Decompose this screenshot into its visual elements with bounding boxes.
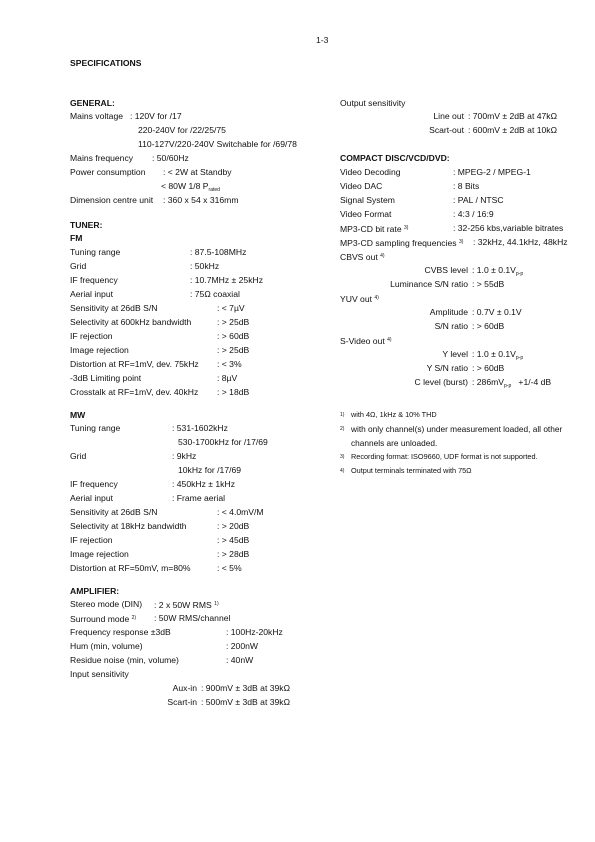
power-value-1: : < 2W at Standby xyxy=(163,167,232,177)
fm-row-label: Aerial input xyxy=(70,289,113,299)
mw-row-label: Image rejection xyxy=(70,549,129,559)
y-sn-label: Y S/N ratio xyxy=(426,363,468,373)
fm-row-value: : 87.5-108MHz xyxy=(190,247,247,257)
footnote-mark: 4) xyxy=(340,468,345,474)
mains-voltage-value-2: 220-240V for /22/25/75 xyxy=(138,125,226,135)
cd-row-value: : PAL / NTSC xyxy=(453,195,504,205)
mains-frequency-value: : 50/60Hz xyxy=(152,153,189,163)
dimension-label: Dimension centre unit xyxy=(70,195,154,205)
output-sensitivity-heading: Output sensitivity xyxy=(340,98,406,108)
cvbs-level-label: CVBS level xyxy=(424,265,468,275)
general-heading: GENERAL: xyxy=(70,98,115,108)
mw-row-label: Selectivity at 18kHz bandwidth xyxy=(70,521,187,531)
line-out-value: : 700mV ± 2dB at 47kΩ xyxy=(468,111,558,121)
fm-row-label: Image rejection xyxy=(70,345,129,355)
cd-row-label: Signal System xyxy=(340,195,395,205)
mw-grid-value-2: 10kHz for /17/69 xyxy=(178,465,242,475)
mains-voltage-value-1: : 120V for /17 xyxy=(130,111,182,121)
fm-row-label: Selectivity at 600kHz bandwidth xyxy=(70,317,192,327)
fm-row-label: Distortion at RF=1mV, dev. 75kHz xyxy=(70,359,199,369)
stereo-value: : 2 x 50W RMS $^{1)}$ xyxy=(154,600,219,610)
luminance-sn-label: Luminance S/N ratio xyxy=(390,279,468,289)
mw-row-value: : < 5% xyxy=(217,563,242,573)
mp3-bitrate-label: MP3-CD bit rate $^{3)}$ xyxy=(340,224,409,234)
amplitude-value: : 0.7V ± 0.1V xyxy=(472,307,522,317)
mp3-sampling-label: MP3-CD sampling frequencies $^{3)}$ xyxy=(340,238,464,248)
mw-tuning-value-1: : 531-1602kHz xyxy=(172,423,228,433)
freq-response-label: Frequency response ±3dB xyxy=(70,627,171,637)
fm-row-label: IF rejection xyxy=(70,331,113,341)
footnote-text: channels are unloaded. xyxy=(351,438,438,448)
fm-heading: FM xyxy=(70,233,83,243)
mw-grid-label: Grid xyxy=(70,451,87,461)
fm-row-label: -3dB Limiting point xyxy=(70,373,142,383)
cd-heading: COMPACT DISC/VCD/DVD: xyxy=(340,153,450,163)
svideo-heading: S-Video out $^{4)}$ xyxy=(340,336,392,346)
scart-out-value: : 600mV ± 2dB at 10kΩ xyxy=(468,125,558,135)
scart-out-label: Scart-out xyxy=(429,125,464,135)
cd-row-value: : 4:3 / 16:9 xyxy=(453,209,494,219)
mw-if-label: IF frequency xyxy=(70,479,118,489)
mw-tuning-label: Tuning range xyxy=(70,423,121,433)
cvbs-level-value: : $1.0 \pm 0.1V_{p-p}$ xyxy=(472,265,524,277)
mw-aerial-label: Aerial input xyxy=(70,493,113,503)
mw-row-label: Distortion at RF=50mV, m=80% xyxy=(70,563,191,573)
mw-if-value: : 450kHz ± 1kHz xyxy=(172,479,235,489)
mw-heading: MW xyxy=(70,410,86,420)
fm-row-value: : 75Ω coaxial xyxy=(190,289,240,299)
y-level-label: Y level xyxy=(442,349,468,359)
scart-in-label: Scart-in xyxy=(167,697,197,707)
residue-label: Residue noise (min, volume) xyxy=(70,655,179,665)
input-sensitivity-label: Input sensitivity xyxy=(70,669,129,679)
fm-row-label: Sensitivity at 26dB S/N xyxy=(70,303,158,313)
power-label: Power consumption xyxy=(70,167,146,177)
fm-row-label: Crosstalk at RF=1mV, dev. 40kHz xyxy=(70,387,199,397)
yuv-sn-value: : > 60dB xyxy=(472,321,505,331)
hum-label: Hum (min, volume) xyxy=(70,641,143,651)
residue-value: : 40nW xyxy=(226,655,254,665)
surround-value: : 50W RMS/channel xyxy=(154,613,231,623)
y-sn-value: : > 60dB xyxy=(472,363,505,373)
footnote-text: with 4Ω, 1kHz & 10% THD xyxy=(351,410,437,419)
mw-aerial-value: : Frame aerial xyxy=(172,493,226,503)
mw-row-label: Sensitivity at 26dB S/N xyxy=(70,507,158,517)
mw-grid-value-1: : 9kHz xyxy=(172,451,197,461)
fm-row-value: : > 18dB xyxy=(217,387,250,397)
cd-row-label: Video Decoding xyxy=(340,167,401,177)
mp3-sampling-value: : 32kHz, 44.1kHz, 48kHz xyxy=(473,237,568,247)
mw-tuning-value-2: 530-1700kHz for /17/69 xyxy=(178,437,268,447)
tuner-heading: TUNER: xyxy=(70,220,103,230)
cd-row-value: : 8 Bits xyxy=(453,181,480,191)
footnote-mark: 1) xyxy=(340,412,345,418)
fm-row-value: : > 60dB xyxy=(217,331,250,341)
cd-row-label: Video DAC xyxy=(340,181,383,191)
mw-row-value: : > 45dB xyxy=(217,535,250,545)
aux-in-value: : 900mV ± 3dB at 39kΩ xyxy=(201,683,291,693)
fm-row-value: : 50kHz xyxy=(190,261,220,271)
cvbs-heading: CBVS out $^{4)}$ xyxy=(340,252,385,262)
yuv-heading: YUV out $^{4)}$ xyxy=(340,294,379,304)
line-out-label: Line out xyxy=(433,111,464,121)
mw-row-value: : > 20dB xyxy=(217,521,250,531)
surround-label: Surround mode $^{2)}$ xyxy=(70,614,137,624)
amplitude-label: Amplitude xyxy=(429,307,468,317)
luminance-sn-value: : > 55dB xyxy=(472,279,505,289)
stereo-label: Stereo mode (DIN) xyxy=(70,599,143,609)
fm-row-value: : 10.7MHz ± 25kHz xyxy=(190,275,264,285)
y-level-value: : $1.0 \pm 0.1V_{p-p}$ xyxy=(472,349,524,361)
fm-row-label: IF frequency xyxy=(70,275,118,285)
dimension-value: : 360 x 54 x 316mm xyxy=(163,195,239,205)
c-level-value: : $286mV_{p-p}$ +1/-4 dB xyxy=(472,377,552,389)
fm-row-value: : < 7µV xyxy=(217,303,245,313)
power-value-2: < 80W 1/8 $P_{rated}$ xyxy=(161,181,220,193)
mw-row-value: : < 4.0mV/M xyxy=(217,507,264,517)
amplifier-heading: AMPLIFIER: xyxy=(70,586,120,596)
cd-row-label: Video Format xyxy=(340,209,392,219)
fm-row-label: Tuning range xyxy=(70,247,121,257)
fm-row-value: : > 25dB xyxy=(217,345,250,355)
aux-in-label: Aux-in xyxy=(172,683,197,693)
mains-frequency-label: Mains frequency xyxy=(70,153,134,163)
footnote-text: Output terminals terminated with 75Ω xyxy=(351,466,472,475)
mains-voltage-value-3: 110-127V/220-240V Switchable for /69/78 xyxy=(138,139,297,149)
freq-response-value: : 100Hz-20kHz xyxy=(226,627,283,637)
mw-row-value: : > 28dB xyxy=(217,549,250,559)
footnote-mark: 2) xyxy=(340,426,345,432)
cd-row-value: : MPEG-2 / MPEG-1 xyxy=(453,167,531,177)
scart-in-value: : 500mV ± 3dB at 39kΩ xyxy=(201,697,291,707)
fm-row-value: : 8µV xyxy=(217,373,238,383)
fm-row-label: Grid xyxy=(70,261,87,271)
fm-row-value: : > 25dB xyxy=(217,317,250,327)
yuv-sn-label: S/N ratio xyxy=(434,321,468,331)
mp3-bitrate-value: : 32-256 kbs,variable bitrates xyxy=(453,223,564,233)
footnote-mark: 3) xyxy=(340,454,345,460)
page-title: SPECIFICATIONS xyxy=(70,58,142,68)
footnote-text: with only channel(s) under measurement loaded, all other xyxy=(351,424,563,434)
mw-row-label: IF rejection xyxy=(70,535,113,545)
fm-row-value: : < 3% xyxy=(217,359,242,369)
hum-value: : 200nW xyxy=(226,641,259,651)
mains-voltage-label: Mains voltage xyxy=(70,111,124,121)
c-level-label: C level (burst) xyxy=(414,377,468,387)
page-number: 1-3 xyxy=(316,35,329,45)
footnote-text: Recording format: ISO9660, UDF format is not supported. xyxy=(351,452,538,461)
